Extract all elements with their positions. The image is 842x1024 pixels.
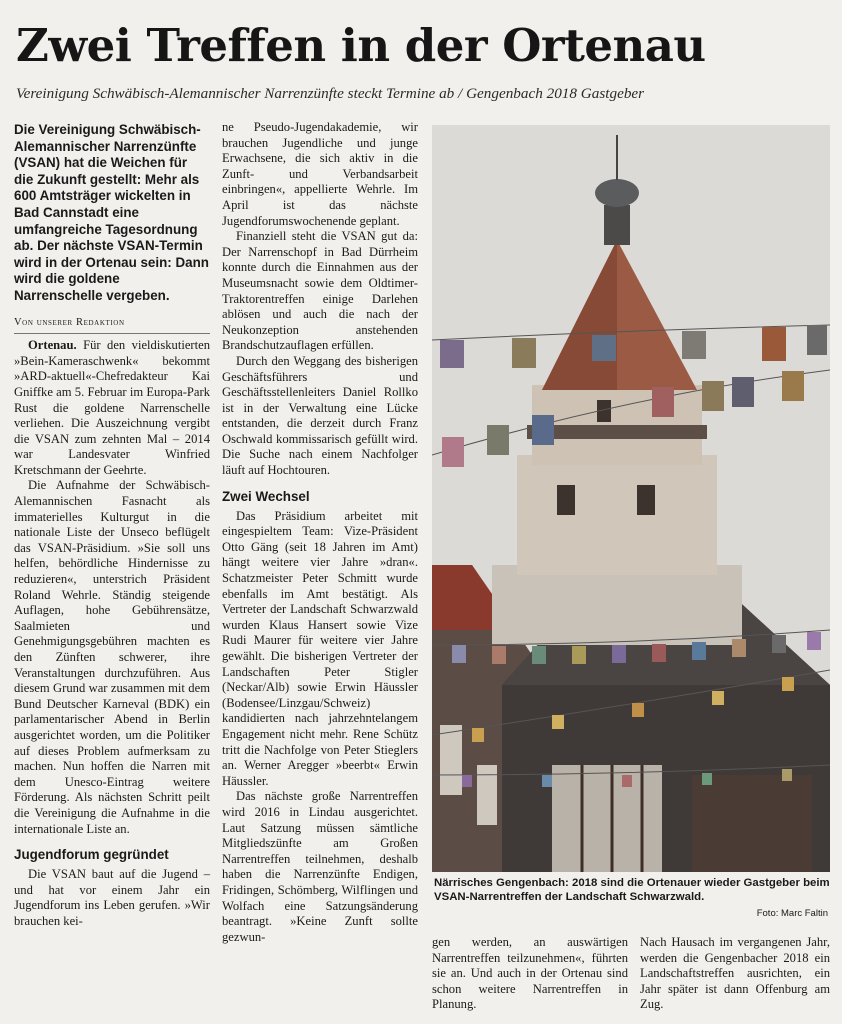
photo-caption: Närrisches Gengenbach: 2018 sind die Ortenauer wieder Gastgeber beim VSAN-Narrentreffen der Landschaft Schwarzwald. [434, 877, 830, 903]
column-1 [14, 120, 210, 930]
lead-paragraph: Die Vereinigung Schwäbisch-Alemannischer Narrenzünfte (VSAN) hat die Weichen für die Zukunft gestellt: Mehr als 600 Amtsträger wickelten in Bad Cannstadt eine umfangreiche Tagesordnung ab. Der nächste VSAN-Termin wird in der Ortenau sein: Dann wird die goldene Narrenschelle vergeben. [14, 122, 209, 303]
paragraph-6: Das Präsidium arbeitet mit eingespieltem Team: Vize-Präsident Otto Gäng (seit 18 Jahren im Amt) hängt weitere vier Jahre »dran«. Schatzmeister Peter Schmitt wurde ebenfalls im Amt bestätigt. Als Vertreter der Landschaft Schwarzwald wurden Klaus Hansert sowie Vize Rudi Maurer für weitere vier Jahre gewählt. Die bisherigen Vertreter der Landschaften Peter Stigler (Neckar/Alb) sowie Erwin Häussler (Bodensee/Linzgau/Schweiz) kandidierten nach jahrzehntelangem Engagement nicht mehr. Rene Schütz tritt die Nachfolge von Peter Stieglers an. Werner Aregger »beerbt« Erwin Häussler. [222, 508, 418, 788]
paragraph-1: Für den vieldiskutierten »Bein-Kameraschwenk« bekommt »ARD-aktuell«-Chefredakteur Kai Gniffke am 5. Februar im Europa-Park Rust die goldene Narrenschelle verliehen. Die Auszeichnung vergibt die VSAN zum zehnten Mal – 2014 war Landesvater Winfried Kretschmann der Geehrte. [14, 338, 210, 477]
paragraph-5: Durch den Weggang des bisherigen Geschäftsführers und Geschäftsstellenleiters Daniel Rollko ist in der Verwaltung eine Lücke entstanden, die derzeit durch Franz Oschwald kommissarisch gefüllt wird. Die Suche nach einem Nachfolger läuft auf Hochtouren. [222, 353, 418, 478]
paragraph-3-part-2: ne Pseudo-Jugendakademie, wir brauchen Jugendliche und junge Erwachsene, die sich aktiv in die Zunft- und Verbandsarbeit einbringen«, appellierte Wehrle. Im April ist das nächste Jugendforumswochenende geplant. [222, 120, 418, 228]
paragraph-8: Nach Hausach im vergangenen Jahr, werden die Gengenbacher 2018 ein Landschaftstreffen ausrichten, ein Jahr später ist dann Offenburg am Zug. [640, 935, 830, 1012]
subheading-zwei-wechsel: Zwei Wechsel [222, 488, 310, 504]
paragraph-4: Finanziell steht die VSAN gut da: Der Narrenschopf in Bad Dürrheim konnte durch die Einnahmen aus der Museumsnacht sowie dem Oldtimer-Traktorentreffen einige Darlehen ablösen und auch die nach der Neukonzeption anstehenden Brandschutzauflagen erfüllen. [222, 229, 418, 353]
column-4 [640, 935, 830, 1013]
dateline: Ortenau. [28, 338, 77, 353]
byline: Von unserer Redaktion [14, 313, 210, 335]
subheading-jugendforum: Jugendforum gegründet [14, 847, 169, 863]
paragraph-7-part-1: Das nächste große Narrentreffen wird 2016 in Lindau ausgerichtet. Laut Satzung müssen sämtliche Mitgliedszünfte am Großen Narrentreffen teilnehmen, deshalb haben die Narrenzünfte Endigen, Fridingen, Schömberg, Wilflingen und Wolfach eine Satzungsänderung beantragt. »Keine Zunft sollte gezwun- [222, 789, 418, 944]
column-2 [222, 120, 418, 945]
paragraph-2: Die Aufnahme der Schwäbisch-Alemannischen Fasnacht als immaterielles Kulturgut in die nationale Liste der Unseco beflügelt das VSAN-Präsidium. »Sie soll uns helfen, behördliche Hindernisse zu reduzieren«, unterstrich Präsident Roland Wehrle. Ständig steigende Auflagen, hohe Gebührensätze, Saalmieten und Genehmigungsgebühren machten es den Zünften schwerer, ihre Veranstaltungen durchzuführen. Aus diesem Grund war zusammen mit dem Bund Deutscher Karneval (BDK) ein parlamentarischer Abend in Berlin ausgerichtet worden, um die Politiker auf dieses Problem aufmerksam zu machen. Nun hoffen die Narren mit dem Unesco-Eintrag weitere Förderung. Als nächsten Schritt peilt die Vereinigung die Aufnahme in die internationale Liste an. [14, 478, 210, 836]
paragraph-7-part-2: gen werden, an auswärtigen Narrentreffen teilzunehmen«, führten sie an. Und auch in der Ortenau sind schon weitere Narrentreffen in Planung. [432, 935, 628, 1012]
column-3 [432, 935, 628, 1013]
photo-credit: Foto: Marc Faltin [756, 908, 828, 919]
paragraph-3-part-1: Die VSAN baut auf die Jugend – und hat vor einem Jahr ein Jugendforum ins Leben gerufen. »Wir brauchen kei- [14, 867, 210, 928]
headline: Zwei Treffen in der Ortenau [16, 19, 706, 72]
subheadline: Vereinigung Schwäbisch-Alemannischer Narrenzünfte steckt Termine ab / Gengenbach 2018 Gastgeber [16, 85, 645, 102]
photo-gengenbach-tower [432, 125, 830, 872]
